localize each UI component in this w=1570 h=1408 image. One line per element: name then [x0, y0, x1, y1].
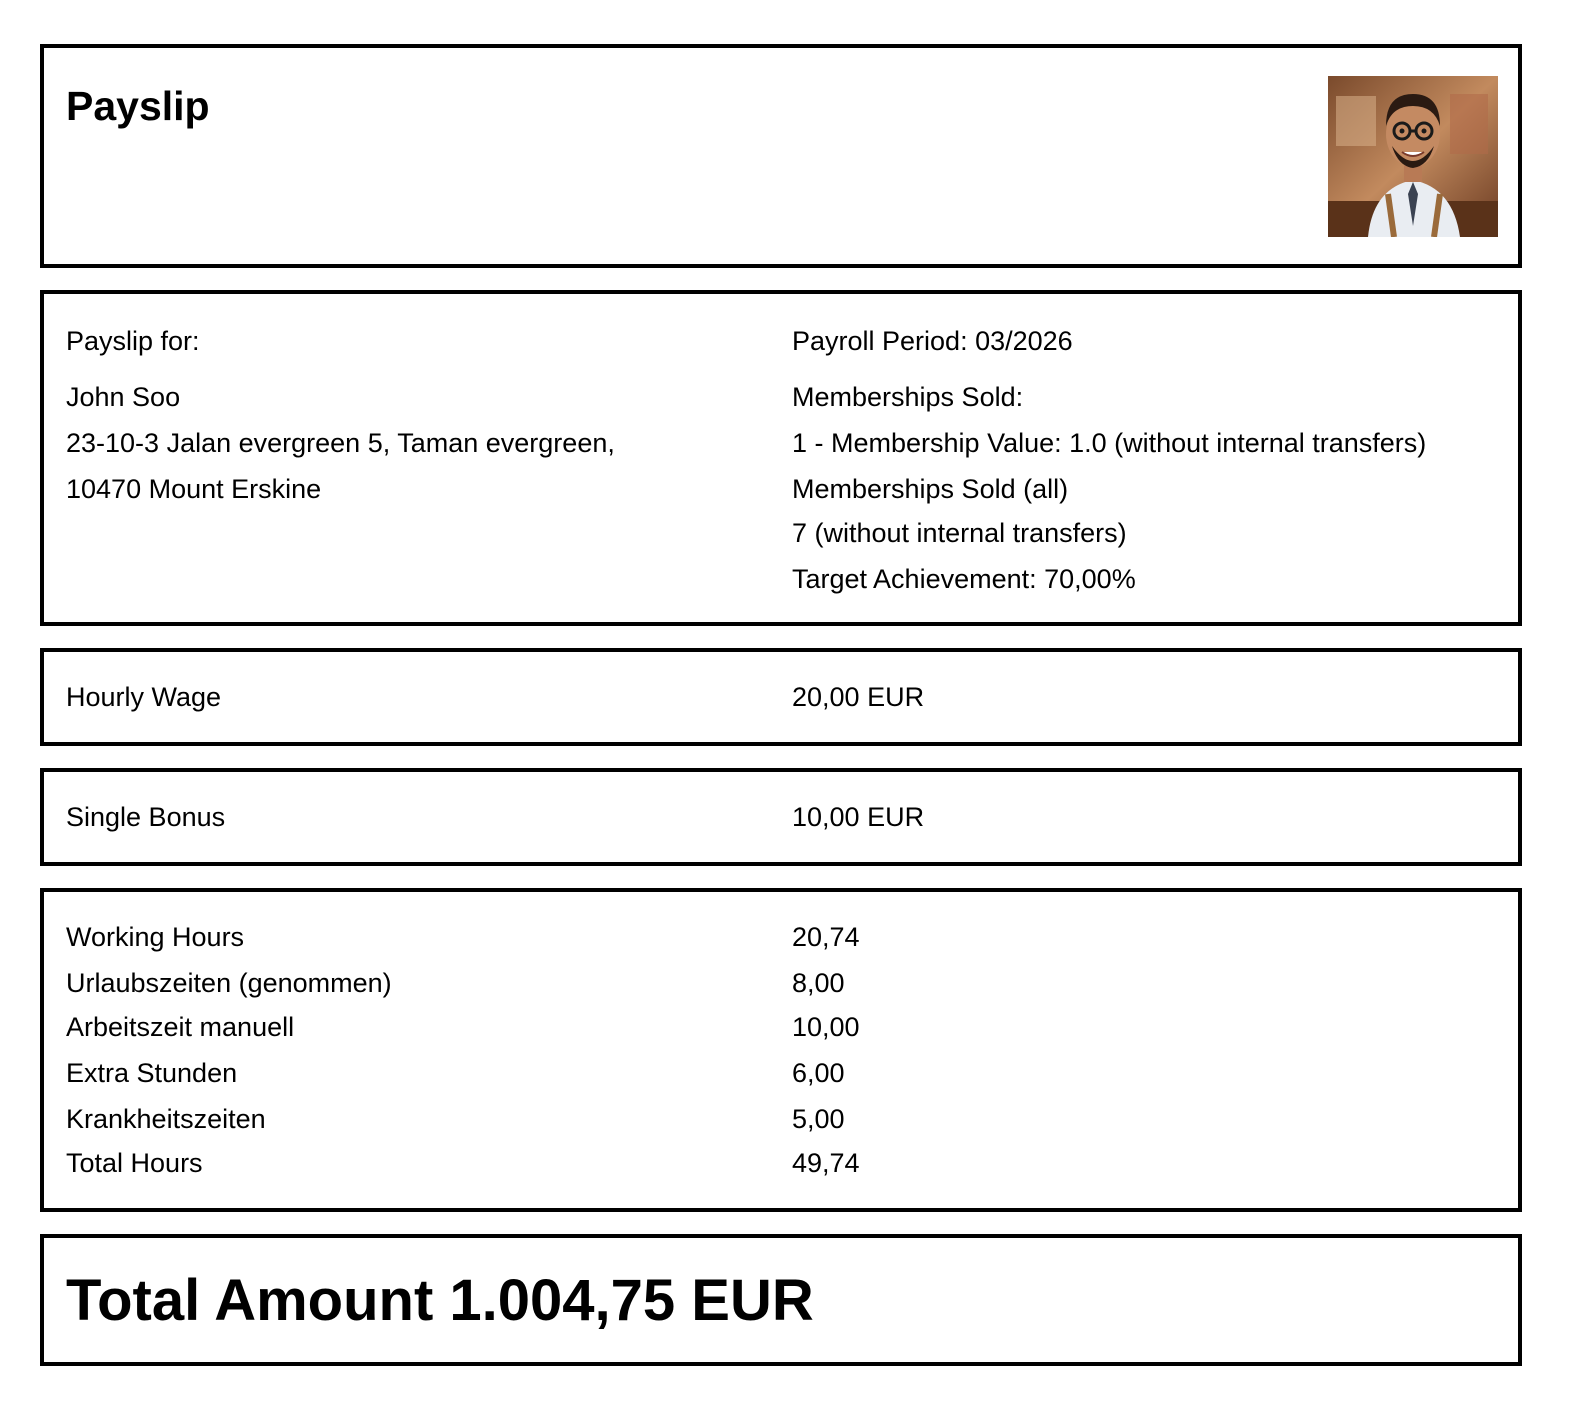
memberships-sold-all-label: Memberships Sold (all)	[792, 474, 1069, 504]
employee-avatar-icon	[1328, 76, 1498, 237]
hours-row-value: 5,00	[792, 1104, 845, 1134]
total-hours-label: Total Hours	[66, 1148, 203, 1178]
single-bonus-label: Single Bonus	[66, 802, 226, 832]
payslip-for-label: Payslip for:	[66, 326, 200, 356]
payslip-header	[40, 44, 1522, 268]
hours-row-label: Krankheitszeiten	[66, 1104, 266, 1134]
hours-row-value: 8,00	[792, 968, 845, 998]
hours-row-label: Urlaubszeiten (genommen)	[66, 968, 392, 998]
hourly-wage-label: Hourly Wage	[66, 682, 222, 712]
hours-row-value: 6,00	[792, 1058, 845, 1088]
avatar	[1328, 76, 1498, 237]
hours-row-label: Working Hours	[66, 922, 245, 952]
page-title: Payslip	[66, 83, 210, 129]
employee-name: John Soo	[66, 382, 181, 412]
membership-value: 1 - Membership Value: 1.0 (without internal transfers)	[792, 428, 1427, 458]
memberships-sold-label: Memberships Sold:	[792, 382, 1024, 412]
hours-row-label: Arbeitszeit manuell	[66, 1012, 295, 1042]
target-achievement: Target Achievement: 70,00%	[792, 564, 1136, 594]
hourly-wage-value: 20,00 EUR	[792, 682, 925, 712]
single-bonus-value: 10,00 EUR	[792, 802, 925, 832]
hours-section	[40, 888, 1522, 1212]
hourly-wage-section	[40, 648, 1522, 746]
employee-address-line2: 10470 Mount Erskine	[66, 474, 322, 504]
hours-row-value: 10,00	[792, 1012, 860, 1042]
payroll-period: Payroll Period: 03/2026	[792, 326, 1073, 356]
hours-row-value: 20,74	[792, 922, 860, 952]
hours-row-label: Extra Stunden	[66, 1058, 238, 1088]
employee-address-line1: 23-10-3 Jalan evergreen 5, Taman evergreen,	[66, 428, 615, 458]
employee-info-section	[40, 290, 1522, 626]
total-amount-section	[40, 1234, 1522, 1366]
total-amount: Total Amount 1.004,75 EUR	[66, 1268, 814, 1333]
single-bonus-section	[40, 768, 1522, 866]
memberships-sold-all-value: 7 (without internal transfers)	[792, 518, 1127, 548]
total-hours-value: 49,74	[792, 1148, 860, 1178]
